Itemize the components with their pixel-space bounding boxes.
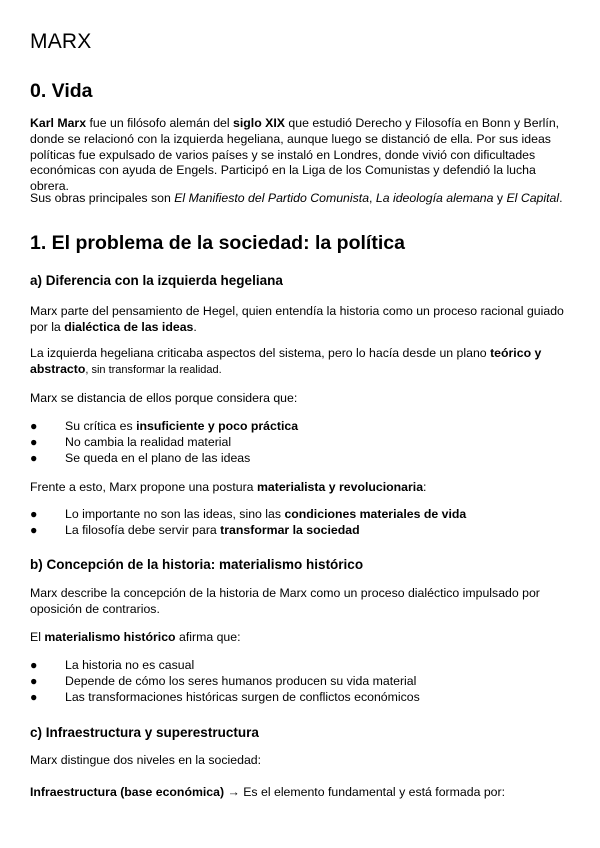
list-item: ● Se queda en el plano de las ideas <box>30 450 251 465</box>
bullet-icon: ● <box>30 689 38 704</box>
critica-list <box>30 419 575 466</box>
list-item: ● Su crítica es insuficiente y poco práctica <box>30 419 299 433</box>
bullet-icon: ● <box>30 450 38 465</box>
work-ideologia: La ideología alemana <box>375 191 494 205</box>
hegel-paragraph: Marx parte del pensamiento de Hegel, quien entendía la historia como un proceso racional guiado por la dialéctica de las ideas. <box>30 304 564 334</box>
list-item: ● Depende de cómo los seres humanos producen su vida material <box>30 673 417 688</box>
vida-century: siglo XIX <box>233 116 285 130</box>
list-item: ● La filosofía debe servir para transformar la sociedad <box>30 522 360 537</box>
historia-paragraph: Marx describe la concepción de la historia de Marx como un proceso dialéctico impulsado por oposición de contrarios. <box>30 586 540 616</box>
materialismo-list <box>30 658 575 705</box>
izquierda-paragraph: La izquierda hegeliana criticaba aspectos del sistema, pero lo hacía desde un plano teórico y abstracto, sin transformar la realidad. <box>30 346 542 376</box>
postura-list <box>30 507 575 539</box>
subsection-c-heading: c) Infraestructura y superestructura <box>30 725 259 740</box>
subsection-a-heading: a) Diferencia con la izquierda hegeliana <box>30 273 283 288</box>
bullet-icon: ● <box>30 658 38 672</box>
list-item: ● La historia no es casual <box>30 658 195 672</box>
work-manifiesto: El Manifiesto del Partido Comunista <box>174 191 370 205</box>
bullet-icon: ● <box>30 673 38 688</box>
bullet-icon: ● <box>30 507 38 521</box>
niveles-paragraph: Marx distingue dos niveles en la sociedad: <box>30 753 262 767</box>
work-capital: El Capital <box>506 191 560 205</box>
materialismo-paragraph: El materialismo histórico afirma que: <box>30 630 241 644</box>
postura-paragraph: Frente a esto, Marx propone una postura materialista y revolucionaria: <box>30 480 427 494</box>
works-paragraph: Sus obras principales son El Manifiesto del Partido Comunista, La ideología alemana y El Capital. <box>30 191 563 205</box>
list-item: ● No cambia la realidad material <box>30 434 232 449</box>
subsection-b-heading: b) Concepción de la historia: materialismo histórico <box>30 557 364 572</box>
list-item: ● Las transformaciones históricas surgen de conflictos económicos <box>30 689 420 704</box>
bullet-icon: ● <box>30 419 38 433</box>
infraestructura-paragraph: Infraestructura (base económica) → Es el elemento fundamental y está formada por: <box>30 785 506 799</box>
bullet-icon: ● <box>30 434 38 449</box>
distancia-paragraph: Marx se distancia de ellos porque considera que: <box>30 391 298 405</box>
section-1-heading: 1. El problema de la sociedad: la política <box>30 232 405 254</box>
vida-paragraph: Karl Marx fue un filósofo alemán del siglo XIX que estudió Derecho y Filosofía en Bonn y Berlín, donde se relacionó con la izquierda hegeliana, aunque luego se distanció de ella. Por sus ideas políticas fue expulsado de varios países y se instaló en Londres, donde vivió con dificultades económicas con ayuda de Engels. Participó en la Liga de los Comunistas y defendió la lucha obrera. <box>30 116 560 194</box>
section-0-heading: 0. Vida <box>30 80 93 102</box>
list-item: ● Lo importante no son las ideas, sino las condiciones materiales de vida <box>30 507 467 521</box>
vida-name: Karl Marx <box>30 116 87 130</box>
bullet-icon: ● <box>30 522 38 537</box>
document-title: MARX <box>30 30 92 53</box>
